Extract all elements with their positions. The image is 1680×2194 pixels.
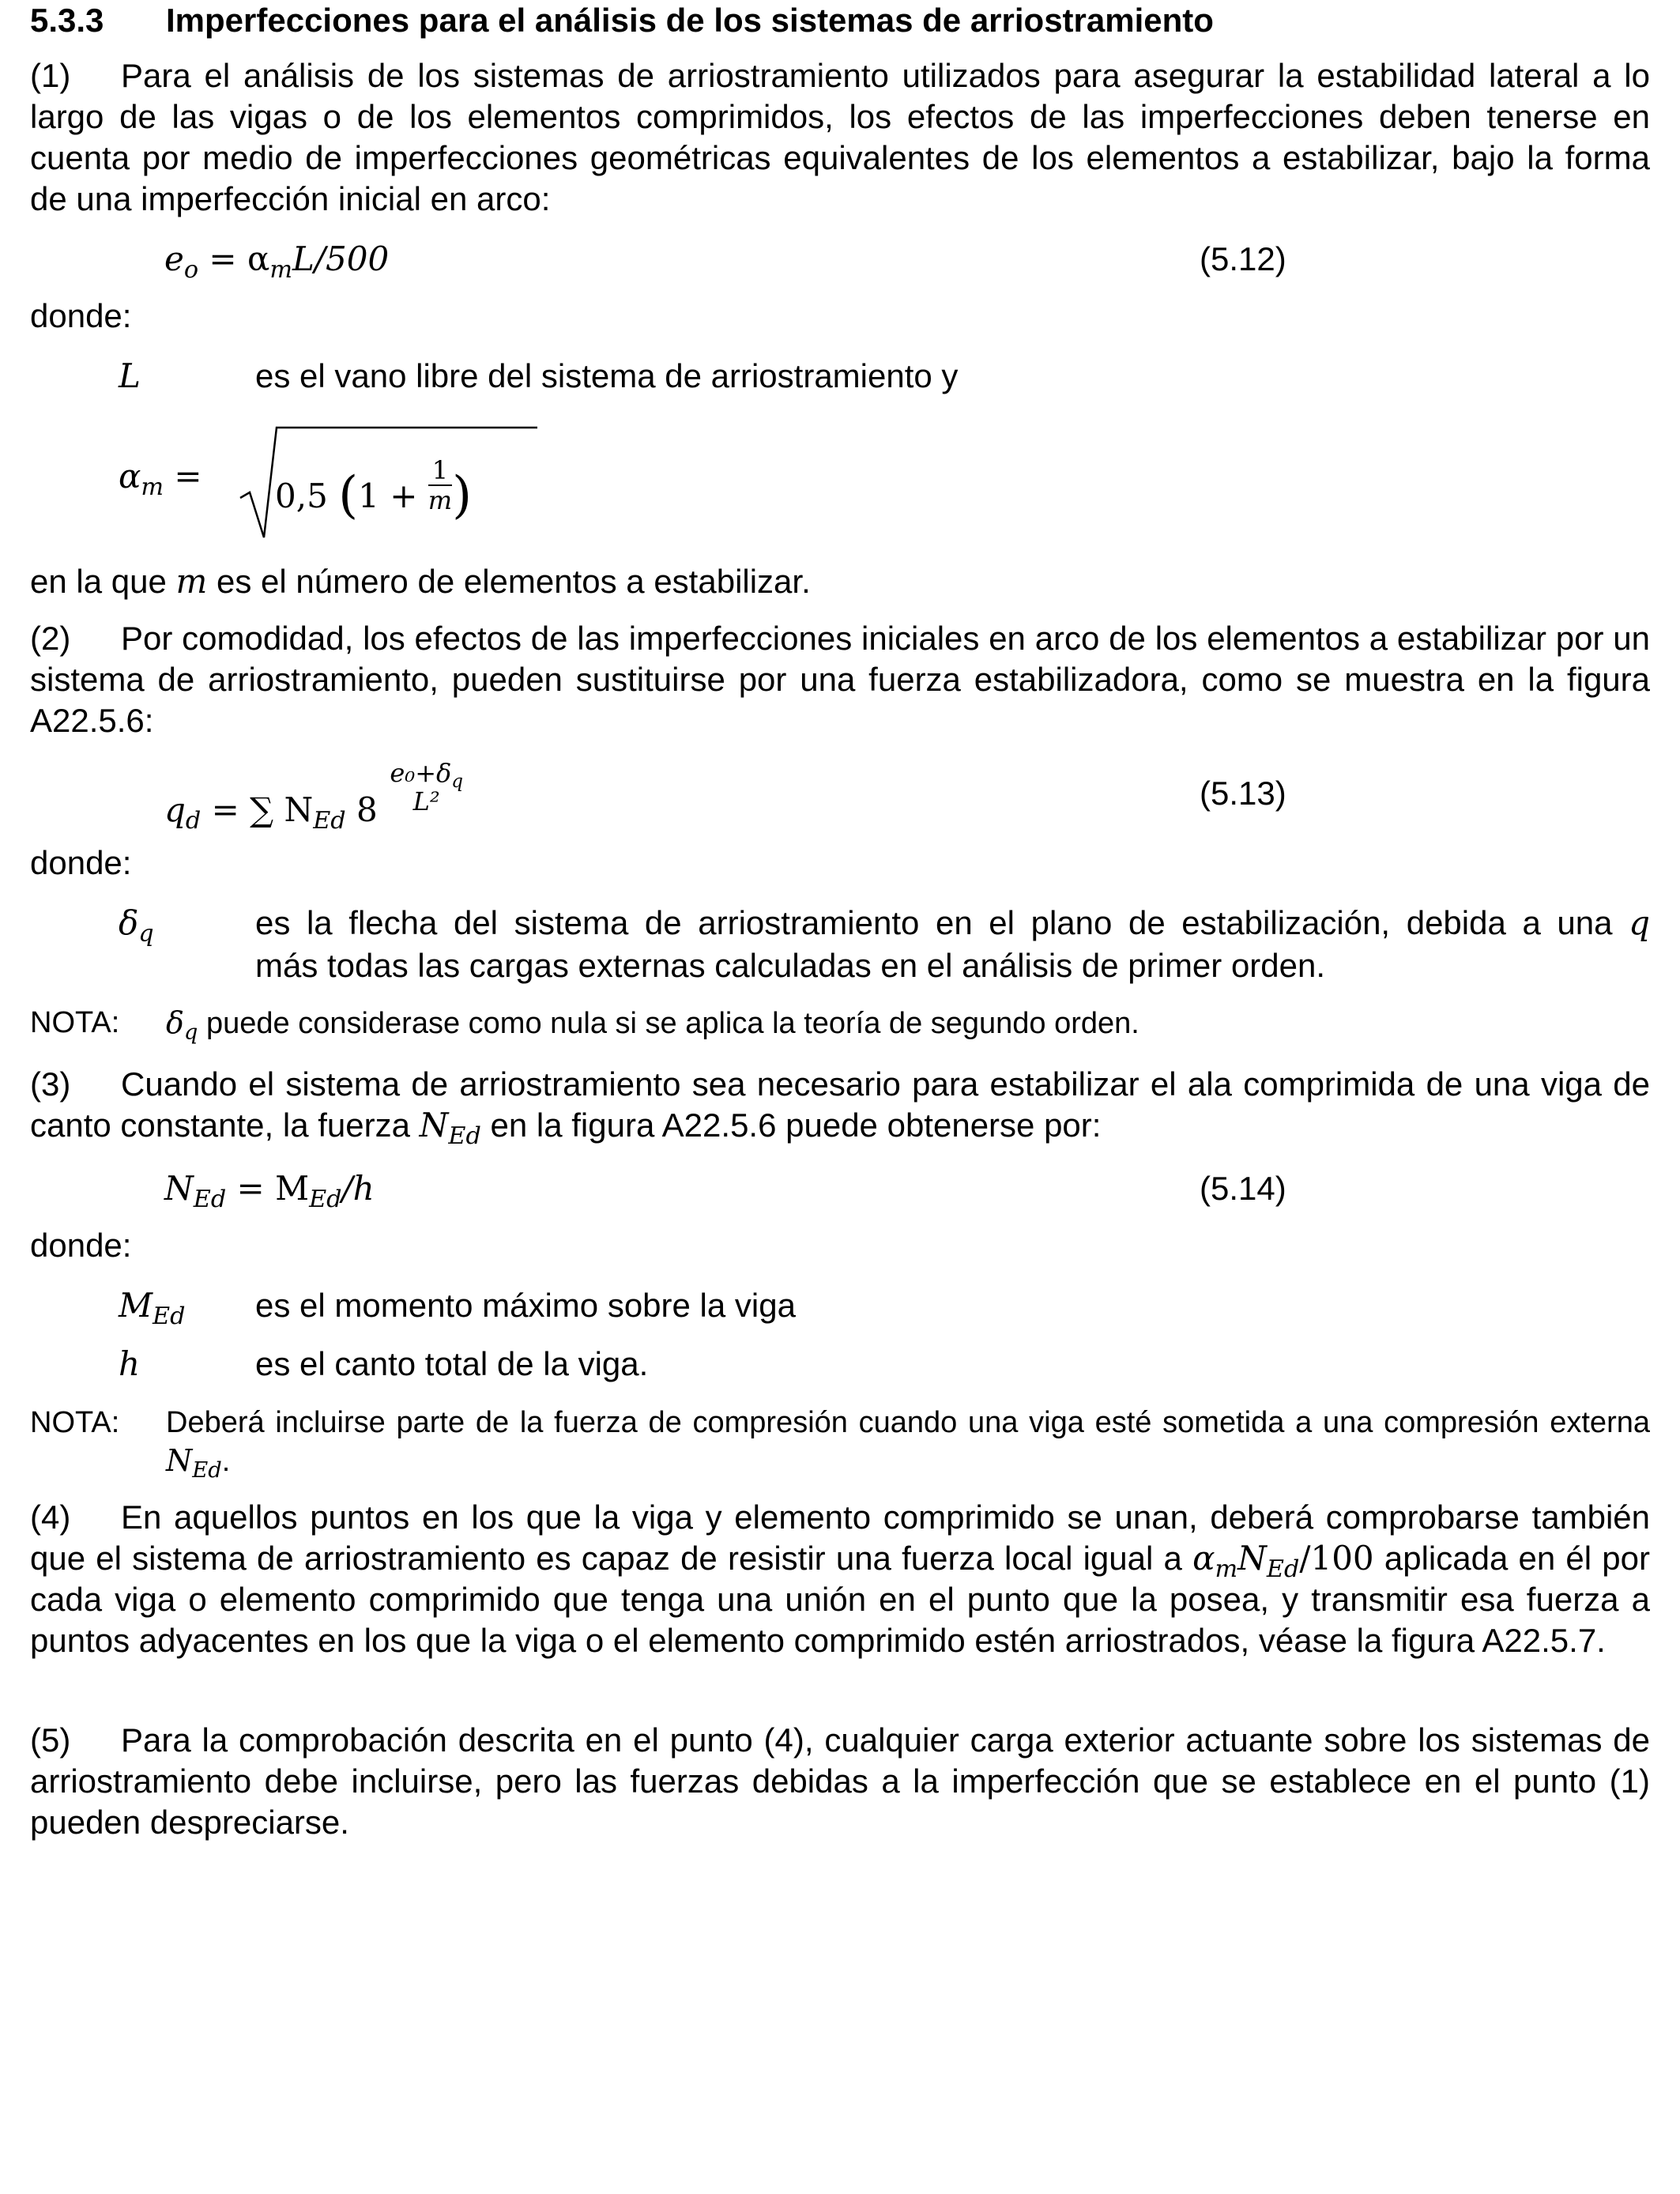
- paragraph-text: Para el análisis de los sistemas de arriostramiento utilizados para asegurar la estabilidad lateral a lo largo de las vigas o de los elementos comprimidos, los efectos de las imperfecciones deben tenerse en cuenta por medio de imperfecciones geométricas equivalentes de los elementos a estabilizar, bajo la forma de una imperfección inicial en arco:: [30, 57, 1650, 217]
- equation-number: (5.13): [1200, 775, 1286, 812]
- m-definition-line: en la que m es el número de elementos a estabilizar.: [30, 562, 811, 601]
- section-title: Imperfecciones para el análisis de los sistemas de arriostramiento: [166, 2, 1214, 39]
- paragraph-1: [30, 55, 1650, 220]
- paragraph-number: (5): [30, 1721, 71, 1759]
- definition-delta-line-1: es la flecha del sistema de arriostramiento en el plano de estabilización, debida a una q: [255, 903, 1651, 942]
- where-label: donde:: [30, 844, 132, 881]
- paragraph-2: [30, 618, 1650, 741]
- paragraph-3: (3) Cuando el sistema de arriostramiento sea necesario para estabilizar el ala comprimida de una viga de canto constante, la fuerza $N_{Ed}$ en la figura A22.5.6 puede obtenerse por:: [30, 1065, 1650, 1151]
- paragraph-4: (4) En aquellos puntos en los que la viga y elemento comprimido se unan, deberá comprobarse también que el sistema de arriostramiento es capaz de resistir una fuerza local igual a $\alpha_mN_{Ed}/100$ aplicada en él por cada viga o elemento comprimido que tenga una unión en el punto que la posea, y transmitir esa fuerza a puntos adyacentes en los que la viga o el elemento comprimido estén arriostrados, véase la figura A22.5.7.: [30, 1498, 1651, 1659]
- symbol-delta-q: $\delta_q$: [119, 903, 154, 948]
- paragraph-text: Para la comprobación descrita en el punto (4), cualquier carga exterior actuante sobre los sistemas de arriostramiento debe incluirse, pero las fuerzas debidas a la imperfección que se establece en el punto (1) pueden despreciarse.: [30, 1721, 1650, 1841]
- paragraph-number: (4): [30, 1498, 71, 1536]
- definition-M-Ed: es el momento máximo sobre la viga: [255, 1287, 796, 1324]
- equation-5-12: $e_o = \alpha_mL/500$: [164, 239, 390, 285]
- definition-h: es el canto total de la viga.: [255, 1345, 649, 1382]
- equation-number: (5.14): [1200, 1170, 1286, 1207]
- definition-L: es el vano libre del sistema de arriostramiento y: [255, 357, 959, 394]
- fraction: $e_0+\delta_q$ L²: [390, 758, 464, 816]
- paragraph-number: (1): [30, 57, 71, 94]
- where-label: donde:: [30, 1227, 132, 1264]
- symbol-L: L: [119, 356, 141, 395]
- paragraph-number: (3): [30, 1065, 71, 1103]
- equation-number: (5.12): [1200, 240, 1286, 277]
- equation-5-14: $N_{Ed} = M_{Ed}/h$: [164, 1169, 375, 1214]
- section-number: 5.3.3: [30, 2, 104, 39]
- section-heading: [30, 0, 1214, 41]
- where-label: donde:: [30, 297, 132, 334]
- equation-5-13: $q_d$ = ∑ $N_{Ed}$ 8 $e_0+\delta_q$ L²: [164, 758, 464, 835]
- paragraph-text: Por comodidad, los efectos de las imperfecciones iniciales en arco de los elementos a estabilizar por un sistema de arriostramiento, pueden sustituirse por una fuerza estabilizadora, como se muestra en la figura A22.5.6:: [30, 620, 1650, 739]
- paragraph-number: (2): [30, 620, 71, 657]
- definition-delta-line-2: más todas las cargas externas calculadas en el análisis de primer orden.: [255, 947, 1326, 984]
- symbol-h: h: [119, 1344, 141, 1383]
- fraction: $\frac{1}{m}$: [428, 455, 453, 515]
- symbol-M-Ed: $M_{Ed}$: [119, 1286, 186, 1331]
- paragraph-5: [30, 1720, 1650, 1843]
